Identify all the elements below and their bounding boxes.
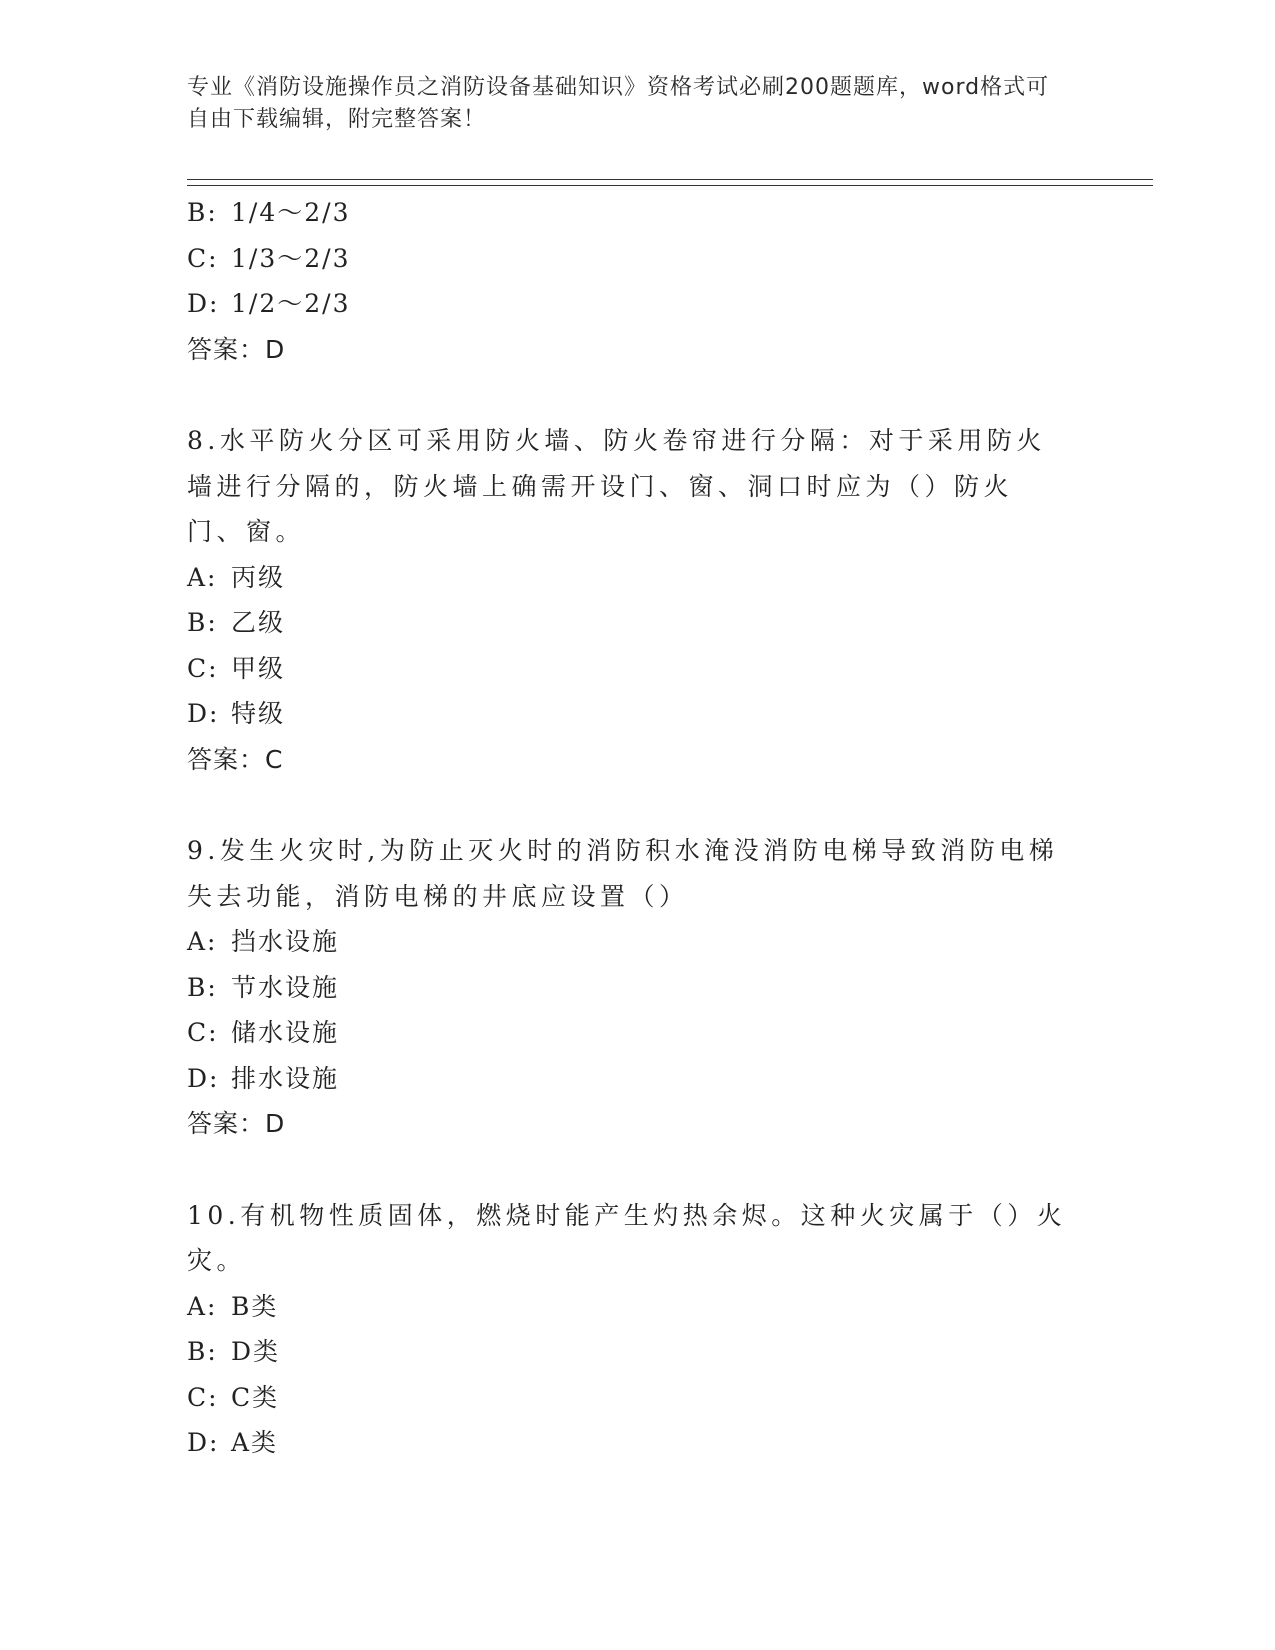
document-body	[187, 190, 1067, 1466]
option-label: D:	[187, 1428, 220, 1457]
option-text: 甲级	[231, 653, 286, 683]
option-text: 1/4～2/3	[231, 198, 351, 227]
question-10	[187, 1193, 1067, 1466]
option-label: C:	[187, 1382, 219, 1412]
option-label: A:	[187, 562, 218, 592]
option-d	[187, 691, 1067, 737]
option-label: D:	[187, 1063, 220, 1093]
option-c	[187, 1010, 1067, 1056]
option-label: D:	[187, 289, 220, 318]
question-9	[187, 828, 1067, 1147]
option-b	[187, 190, 1067, 236]
option-c	[187, 646, 1067, 692]
option-label: C:	[187, 653, 219, 683]
option-a	[187, 555, 1067, 601]
answer-line: 答案：C	[187, 744, 284, 774]
question-continued	[187, 190, 1067, 372]
option-label: D:	[187, 699, 220, 728]
option-label: C:	[187, 243, 219, 273]
option-text: C类	[231, 1382, 280, 1412]
option-a	[187, 1284, 1067, 1330]
option-text: 挡水设施	[231, 927, 340, 956]
question-text: 10.有机物性质固体，燃烧时能产生灼热余烬。这种火灾属于（）火灾。	[187, 1200, 1067, 1275]
question-8	[187, 418, 1067, 782]
option-b	[187, 1329, 1067, 1375]
option-d	[187, 1420, 1067, 1466]
option-text: 1/2～2/3	[231, 289, 351, 318]
option-label: B:	[187, 1337, 218, 1366]
option-c	[187, 236, 1067, 282]
option-label: C:	[187, 1018, 219, 1047]
option-b	[187, 965, 1067, 1011]
option-text: 特级	[231, 699, 286, 728]
page-header: 专业《消防设施操作员之消防设备基础知识》资格考试必刷200题题库，word格式可自由下载编辑，附完整答案！	[187, 75, 1050, 132]
option-b	[187, 600, 1067, 646]
option-text: B类	[231, 1291, 279, 1321]
option-d	[187, 281, 1067, 327]
answer-line: 答案：D	[187, 334, 286, 364]
option-text: 丙级	[231, 562, 286, 592]
question-text: 9.发生火灾时,为防止灭火时的消防积水淹没消防电梯导致消防电梯失去功能，消防电梯的井底应设置（）	[187, 836, 1059, 911]
option-label: B:	[187, 972, 218, 1002]
option-text: 储水设施	[231, 1018, 340, 1047]
option-text: 乙级	[231, 608, 286, 637]
option-text: D类	[231, 1337, 281, 1366]
option-text: 1/3～2/3	[231, 243, 351, 273]
option-text: 排水设施	[231, 1063, 340, 1093]
option-a	[187, 919, 1067, 965]
option-label: A:	[187, 1291, 218, 1321]
question-text: 8.水平防火分区可采用防火墙、防火卷帘进行分隔：对于采用防火墙进行分隔的，防火墙上确需开设门、窗、洞口时应为（）防火门、窗。	[187, 426, 1046, 546]
option-label: B:	[187, 608, 218, 637]
option-d	[187, 1056, 1067, 1102]
option-text: 节水设施	[231, 972, 340, 1002]
header-divider	[187, 179, 1153, 186]
option-label: B:	[187, 198, 218, 227]
answer-line: 答案：D	[187, 1109, 286, 1138]
option-label: A:	[187, 927, 218, 956]
option-text: A类	[231, 1428, 279, 1457]
option-c	[187, 1375, 1067, 1421]
